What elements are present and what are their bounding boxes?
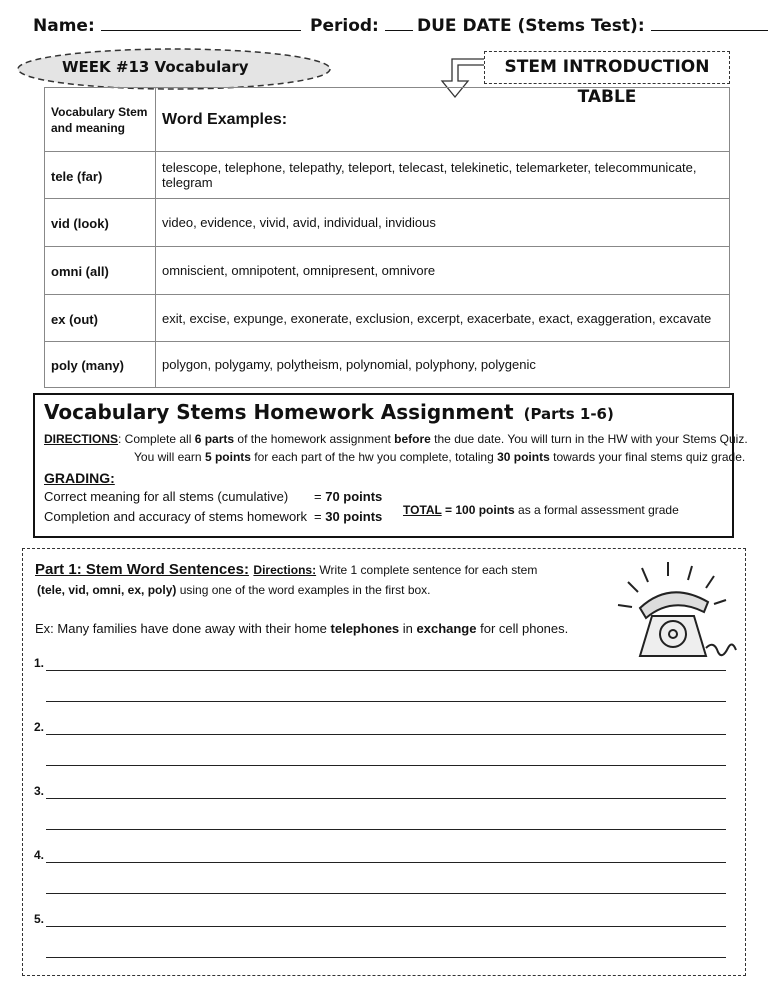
grading-points-2: = 30 points	[314, 509, 383, 524]
answer-line-3a[interactable]	[46, 798, 726, 799]
name-blank[interactable]	[101, 14, 301, 31]
due-date-blank[interactable]	[651, 14, 768, 31]
answer-number-4: 4.	[34, 848, 45, 862]
table-row	[45, 342, 730, 388]
period-field[interactable]	[310, 14, 413, 36]
answer-line-3b[interactable]	[46, 829, 726, 830]
due-date-label: DUE DATE (Stems Test):	[417, 16, 645, 36]
table-row	[45, 199, 730, 247]
answer-line-2a[interactable]	[46, 734, 726, 735]
table-row	[45, 152, 730, 199]
answer-line-5a[interactable]	[46, 926, 726, 927]
examples-cell: polygon, polygamy, polytheism, polynomial, polyphony, polygenic	[156, 342, 730, 388]
answer-line-5b[interactable]	[46, 957, 726, 958]
week-label: WEEK #13 Vocabulary	[62, 58, 249, 76]
answer-line-4a[interactable]	[46, 862, 726, 863]
stem-cell: vid (look)	[45, 199, 156, 247]
part1-directions-label: Directions:	[253, 563, 317, 577]
col-examples-header: Word Examples:	[156, 88, 730, 152]
homework-parts: (Parts 1-6)	[523, 405, 614, 423]
period-label: Period:	[310, 16, 379, 36]
answer-number-3: 3.	[34, 784, 45, 798]
examples-cell: video, evidence, vivid, avid, individual, invidious	[156, 199, 730, 247]
directions-line-1: DIRECTIONS: Complete all 6 parts of the homework assignment before the due date. You will turn in the HW with your Stems Quiz.	[44, 432, 748, 446]
directions-label: DIRECTIONS	[44, 432, 119, 446]
stem-introduction-title: STEM INTRODUCTION TABLE	[484, 51, 730, 84]
answer-line-1b[interactable]	[46, 701, 726, 702]
stem-cell: ex (out)	[45, 295, 156, 342]
answer-number-5: 5.	[34, 912, 45, 926]
due-date-field[interactable]	[417, 14, 768, 36]
total-line: TOTAL = 100 points as a formal assessment grade	[403, 503, 679, 517]
name-field[interactable]	[33, 14, 301, 36]
examples-cell: exit, excise, expunge, exonerate, exclusion, excerpt, exacerbate, exact, exaggeration, excavate	[156, 295, 730, 342]
part1-example: Ex: Many families have done away with their home telephones in exchange for cell phones.	[35, 621, 569, 636]
stem-cell: omni (all)	[45, 247, 156, 295]
period-blank[interactable]	[385, 14, 413, 31]
telephone-icon	[610, 560, 740, 670]
grading-item-2: Completion and accuracy of stems homework	[44, 509, 308, 524]
col-stem-header: Vocabulary Stem and meaning	[45, 88, 156, 152]
table-header-row	[45, 88, 730, 152]
grading-points-1: = 70 points	[314, 489, 383, 504]
part1-heading: Part 1: Stem Word Sentences: Directions: Write 1 complete sentence for each stem	[35, 561, 538, 578]
part1-title: Part 1: Stem Word Sentences:	[35, 561, 249, 578]
answer-line-1a[interactable]	[46, 670, 726, 671]
part1-stems-line: (tele, vid, omni, ex, poly) using one of the word examples in the first box.	[37, 583, 431, 597]
homework-title: Vocabulary Stems Homework Assignment (Parts 1-6)	[44, 400, 614, 424]
answer-line-4b[interactable]	[46, 893, 726, 894]
examples-cell: telescope, telephone, telepathy, teleport, telecast, telekinetic, telemarketer, telecommunicate, telegram	[156, 152, 730, 199]
table-row	[45, 247, 730, 295]
grading-label: GRADING:	[44, 470, 115, 486]
name-label: Name:	[33, 16, 95, 36]
answer-number-1: 1.	[34, 656, 45, 670]
table-row	[45, 295, 730, 342]
stem-introduction-table	[44, 87, 730, 388]
stem-cell: poly (many)	[45, 342, 156, 388]
answer-line-2b[interactable]	[46, 765, 726, 766]
answer-number-2: 2.	[34, 720, 45, 734]
directions-line-2: You will earn 5 points for each part of the hw you complete, totaling 30 points towards your final stems quiz grade.	[134, 450, 746, 464]
grading-item-1: Correct meaning for all stems (cumulative)	[44, 489, 289, 504]
examples-cell: omniscient, omnipotent, omnipresent, omnivore	[156, 247, 730, 295]
stem-cell: tele (far)	[45, 152, 156, 199]
